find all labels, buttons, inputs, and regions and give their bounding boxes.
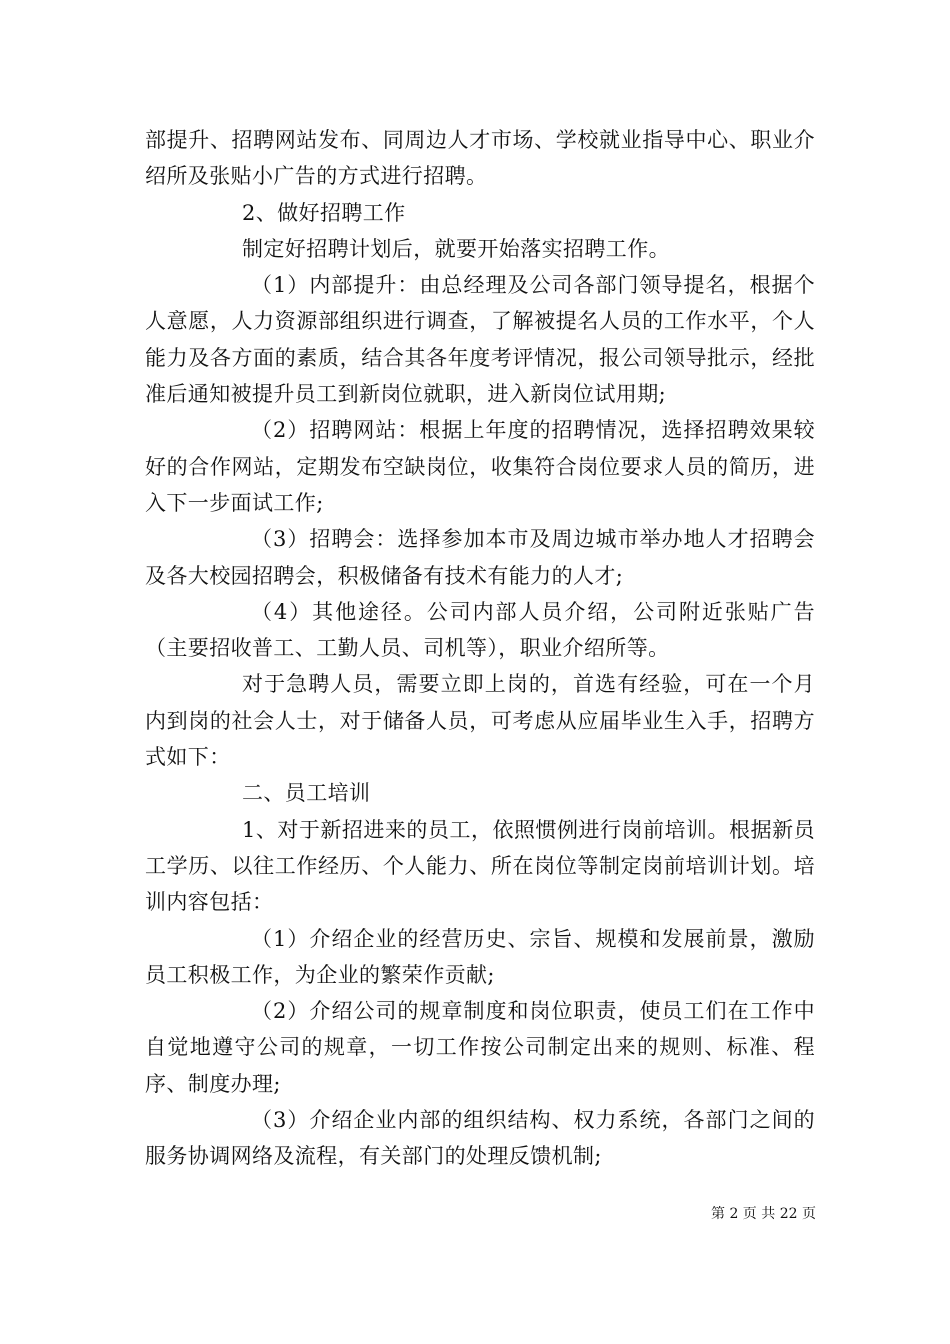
list-item: （4）其他途径。公司内部人员介绍，公司附近张贴广告（主要招收普工、工勤人员、司机等），职业介绍所等。 xyxy=(145,599,815,661)
list-item: （2）介绍公司的规章制度和岗位职责，使员工们在工作中自觉地遵守公司的规章，一切工作按公司制定出来的规则、标准、程序、制度办理; xyxy=(145,999,815,1096)
list-item: （3）招聘会：选择参加本市及周边城市举办地人才招聘会及各大校园招聘会，积极储备有技术有能力的人才; xyxy=(145,527,815,588)
list-item: （1）介绍企业的经营历史、宗旨、规模和发展前景，激励员工积极工作，为企业的繁荣作贡献; xyxy=(145,926,815,987)
section-heading: 2、做好招聘工作 xyxy=(242,200,406,225)
list-item: （3）介绍企业内部的组织结构、权力系统，各部门之间的服务协调网络及流程，有关部门的处理反馈机制; xyxy=(145,1108,815,1169)
paragraph: 1、对于新招进来的员工，依照惯例进行岗前培训。根据新员工学历、以往工作经历、个人能力、所在岗位等制定岗前培训计划。培训内容包括： xyxy=(145,817,815,915)
paragraph: 部提升、招聘网站发布、同周边人才市场、学校就业指导中心、职业介绍所及张贴小广告的方式进行招聘。 xyxy=(145,128,815,189)
list-item: （1）内部提升：由总经理及公司各部门领导提名，根据个人意愿，人力资源部组织进行调查，了解被提名人员的工作水平，个人能力及各方面的素质，结合其各年度考评情况，报公司领导批示，经批准后通知被提升员工到新岗位就职，进入新岗位试用期; xyxy=(145,273,815,407)
paragraph: 制定好招聘计划后，就要开始落实招聘工作。 xyxy=(242,236,670,261)
document-body xyxy=(145,122,815,1175)
page-number-footer: 第 2 页 共 22 页 xyxy=(711,1206,816,1222)
section-heading: 二、员工培训 xyxy=(242,781,371,806)
list-item: （2）招聘网站：根据上年度的招聘情况，选择招聘效果较好的合作网站，定期发布空缺岗位，收集符合岗位要求人员的简历，进入下一步面试工作; xyxy=(145,418,815,515)
paragraph: 对于急聘人员，需要立即上岗的，首选有经验，可在一个月内到岗的社会人士，对于储备人员，可考虑从应届毕业生入手，招聘方式如下： xyxy=(145,672,815,770)
